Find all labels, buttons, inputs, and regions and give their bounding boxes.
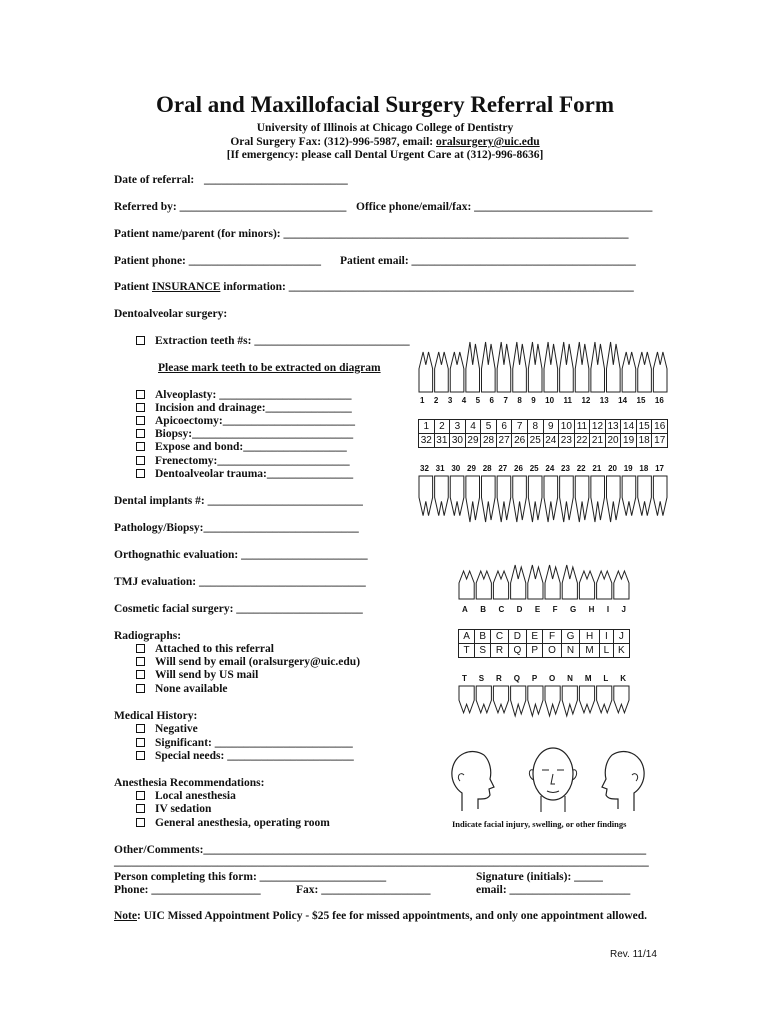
tooth-cell[interactable]: 1 xyxy=(419,420,435,434)
permanent-tooth-chart[interactable] xyxy=(418,419,668,448)
extraction-row[interactable] xyxy=(136,335,410,347)
signature-field[interactable]: Signature (initials): _____ xyxy=(476,871,603,883)
tooth-cell[interactable]: J xyxy=(613,630,629,644)
tooth-cell[interactable]: 18 xyxy=(636,434,652,448)
upper-tooth-row[interactable] xyxy=(419,420,668,434)
tooth-cell[interactable]: 11 xyxy=(574,420,590,434)
tooth-icon[interactable] xyxy=(482,342,496,392)
checkbox[interactable] xyxy=(136,657,145,666)
tooth-icon[interactable] xyxy=(560,342,574,392)
face-caption: Indicate facial injury, swelling, or other findings xyxy=(452,819,627,829)
option-label: IV sedation xyxy=(155,803,212,815)
tooth-cell[interactable]: 7 xyxy=(512,420,528,434)
tooth-label: N xyxy=(567,674,573,683)
checkbox[interactable] xyxy=(136,456,145,465)
tooth-label: 9 xyxy=(531,396,536,405)
tooth-label: F xyxy=(552,605,558,614)
tooth-cell[interactable]: T xyxy=(459,644,475,658)
tooth-label: 31 xyxy=(435,464,445,473)
tooth-cell[interactable]: D xyxy=(508,630,526,644)
tooth-cell[interactable]: 24 xyxy=(543,434,559,448)
tooth-icon[interactable] xyxy=(459,686,474,713)
tooth-cell[interactable]: 26 xyxy=(512,434,528,448)
tooth-cell[interactable]: E xyxy=(527,630,543,644)
tooth-cell[interactable]: 29 xyxy=(465,434,481,448)
tooth-label: 5 xyxy=(475,396,481,405)
patient-name-field[interactable]: Patient name/parent (for minors): ____________________________________________________________ xyxy=(114,228,629,240)
dento-item[interactable] xyxy=(136,415,355,427)
cosmetic-field[interactable]: Cosmetic facial surgery: ______________________ xyxy=(114,603,363,615)
date-of-referral-field[interactable]: _________________________ xyxy=(204,174,348,186)
tooth-label: P xyxy=(531,674,538,683)
upper-tooth-numbers xyxy=(420,396,664,405)
tooth-icon[interactable] xyxy=(528,686,543,716)
checkbox[interactable] xyxy=(136,670,145,679)
tooth-icon[interactable] xyxy=(638,476,652,516)
note-text: : UIC Missed Appointment Policy - $25 fee for missed appointments, and only one appointment allowed. xyxy=(137,910,647,922)
person-completing-field[interactable]: Person completing this form: ______________________ xyxy=(114,871,387,883)
option-label: Will send by US mail xyxy=(155,669,259,681)
dento-item[interactable] xyxy=(136,428,353,440)
tooth-cell[interactable]: 20 xyxy=(605,434,621,448)
tooth-icon[interactable] xyxy=(435,352,449,392)
tooth-cell[interactable]: N xyxy=(561,644,579,658)
tooth-label: 21 xyxy=(592,464,602,473)
tooth-icon[interactable] xyxy=(607,476,621,522)
tooth-label: 20 xyxy=(608,464,617,473)
radiograph-option[interactable] xyxy=(136,683,228,695)
checkbox[interactable] xyxy=(136,751,145,760)
dento-item-label: Expose and bond:__________________ xyxy=(155,441,347,453)
tooth-icon[interactable] xyxy=(560,476,574,522)
dento-item-label: Biopsy:____________________________ xyxy=(155,428,354,440)
orthognathic-field[interactable]: Orthognathic evaluation: ______________________ xyxy=(114,549,368,561)
tooth-icon[interactable] xyxy=(511,686,526,716)
tooth-cell[interactable]: 12 xyxy=(590,420,606,434)
tooth-label: K xyxy=(620,674,626,683)
tooth-icon[interactable] xyxy=(476,686,491,713)
radiographs-heading: Radiographs: xyxy=(114,630,182,642)
tooth-cell[interactable]: F xyxy=(543,630,561,644)
fax-line xyxy=(0,136,770,148)
tooth-icon[interactable] xyxy=(544,476,558,522)
face-left-profile-icon[interactable] xyxy=(444,745,502,815)
option-label: Will send by email (oralsurgery@uic.edu) xyxy=(155,656,361,668)
tooth-label: 24 xyxy=(545,464,555,473)
medical-option[interactable] xyxy=(136,750,354,762)
tooth-cell[interactable]: 23 xyxy=(559,434,575,448)
tooth-icon[interactable] xyxy=(591,476,605,522)
tooth-label: 10 xyxy=(545,396,555,405)
patient-email-field[interactable]: Patient email: _______________________________________ xyxy=(340,255,636,267)
radiograph-option[interactable] xyxy=(136,656,360,668)
tooth-label: 2 xyxy=(433,396,439,405)
tooth-label: O xyxy=(549,674,556,683)
tooth-label: 16 xyxy=(654,396,664,405)
tooth-label: C xyxy=(498,605,505,614)
tooth-icon[interactable] xyxy=(562,686,577,716)
tooth-label: I xyxy=(606,605,610,614)
tooth-icon[interactable] xyxy=(476,571,491,599)
radiograph-option[interactable] xyxy=(136,669,258,681)
tooth-icon[interactable] xyxy=(545,565,560,599)
tooth-icon[interactable] xyxy=(493,571,508,599)
tooth-label: 19 xyxy=(623,464,633,473)
dento-item-label: Frenectomy:_______________________ xyxy=(155,455,350,467)
phone-field[interactable]: Phone: ___________________ xyxy=(114,884,261,896)
fax-email-link[interactable]: oralsurgery@uic.edu xyxy=(436,136,540,148)
dental-implants-field[interactable]: Dental implants #: ___________________________ xyxy=(114,495,363,507)
tooth-cell[interactable]: O xyxy=(543,644,561,658)
tooth-label: 26 xyxy=(514,464,523,473)
tooth-cell[interactable]: 30 xyxy=(450,434,466,448)
tooth-label: 29 xyxy=(467,464,476,473)
tooth-label: E xyxy=(534,605,541,614)
tooth-icon[interactable] xyxy=(544,342,558,392)
insurance-field[interactable] xyxy=(114,281,634,293)
dento-item-label: Alveoplasty: _______________________ xyxy=(155,389,352,401)
tooth-label: 23 xyxy=(561,464,570,473)
tooth-icon[interactable] xyxy=(597,571,612,599)
checkbox[interactable] xyxy=(136,684,145,693)
tooth-cell[interactable]: G xyxy=(561,630,579,644)
checkbox[interactable] xyxy=(136,791,145,800)
anesthesia-option[interactable] xyxy=(136,817,330,829)
tooth-icon[interactable] xyxy=(482,476,496,522)
dento-item[interactable] xyxy=(136,468,353,480)
tooth-icon[interactable] xyxy=(528,476,542,522)
tooth-cell[interactable]: 16 xyxy=(652,420,668,434)
dento-item[interactable] xyxy=(136,441,347,453)
tooth-icon[interactable] xyxy=(638,352,652,392)
tooth-cell[interactable]: 17 xyxy=(652,434,668,448)
checkbox[interactable] xyxy=(136,644,145,653)
option-label: Attached to this referral xyxy=(155,643,274,655)
tooth-icon[interactable] xyxy=(493,686,508,713)
tooth-label: 28 xyxy=(482,464,492,473)
tooth-cell[interactable]: 4 xyxy=(465,420,481,434)
medical-option[interactable] xyxy=(136,723,198,735)
tooth-icon[interactable] xyxy=(622,352,636,392)
option-label: Significant: ________________________ xyxy=(155,737,353,749)
checkbox[interactable] xyxy=(136,336,145,345)
anesthesia-option[interactable] xyxy=(136,790,236,802)
dento-item-label: Apicoectomy:_______________________ xyxy=(155,415,355,427)
tooth-cell[interactable]: P xyxy=(527,644,543,658)
option-label: Local anesthesia xyxy=(155,790,236,802)
dento-item-label: Dentoalveolar trauma:_______________ xyxy=(155,468,354,480)
institution: University of Illinois at Chicago College of Dentistry xyxy=(256,122,514,134)
tooth-icon[interactable] xyxy=(466,342,480,392)
primary-upper-letters xyxy=(462,605,626,614)
lower-tooth-row[interactable] xyxy=(419,434,668,448)
tooth-icon[interactable] xyxy=(419,352,433,392)
tooth-cell[interactable]: 3 xyxy=(450,420,466,434)
tooth-label: 4 xyxy=(461,396,467,405)
checkbox[interactable] xyxy=(136,403,145,412)
tooth-cell[interactable]: L xyxy=(599,644,613,658)
tooth-label: 32 xyxy=(420,464,429,473)
primary-lower-teeth-illustration[interactable] xyxy=(458,684,630,720)
tooth-cell[interactable]: 13 xyxy=(605,420,621,434)
medical-history-heading: Medical History: xyxy=(114,710,198,722)
tooth-cell[interactable]: C xyxy=(491,630,508,644)
tooth-icon[interactable] xyxy=(653,476,667,516)
date-of-referral-label: Date of referral: xyxy=(114,174,195,186)
tooth-cell[interactable]: I xyxy=(599,630,613,644)
checkbox[interactable] xyxy=(136,442,145,451)
tooth-icon[interactable] xyxy=(653,352,667,392)
tooth-cell[interactable]: 8 xyxy=(527,420,543,434)
tooth-label: 3 xyxy=(447,396,453,405)
tooth-cell[interactable]: A xyxy=(459,630,475,644)
tooth-cell[interactable]: 9 xyxy=(543,420,559,434)
checkbox[interactable] xyxy=(136,429,145,438)
tooth-label: 18 xyxy=(639,464,649,473)
tooth-label: 22 xyxy=(576,464,586,473)
option-label: None available xyxy=(155,683,228,695)
tooth-cell[interactable]: 10 xyxy=(559,420,575,434)
dento-item[interactable] xyxy=(136,402,352,414)
tooth-label: 6 xyxy=(489,396,494,405)
primary-lower-letters xyxy=(462,674,626,683)
tooth-label: 12 xyxy=(581,396,591,405)
tooth-icon[interactable] xyxy=(513,342,527,392)
office-contact-field[interactable]: Office phone/email/fax: _______________________________ xyxy=(356,201,653,213)
tooth-cell[interactable]: 5 xyxy=(481,420,497,434)
tooth-label: J xyxy=(621,605,626,614)
tooth-label: 1 xyxy=(420,396,425,405)
extraction-label: Extraction teeth #s: ___________________________ xyxy=(155,335,410,347)
tooth-cell[interactable]: 6 xyxy=(496,420,512,434)
tooth-icon[interactable] xyxy=(497,476,511,522)
tooth-label: 7 xyxy=(503,396,508,405)
tooth-icon[interactable] xyxy=(614,686,629,713)
insurance-post: information: ____________________________________________________________ xyxy=(220,281,634,293)
tooth-label: L xyxy=(603,674,609,683)
tooth-icon[interactable] xyxy=(511,565,526,599)
tooth-icon[interactable] xyxy=(579,571,594,599)
fax-text: Oral Surgery Fax: (312)-996-5987, email: xyxy=(230,136,437,148)
patient-phone-field[interactable]: Patient phone: _______________________ xyxy=(114,255,321,267)
insurance-pre: Patient xyxy=(114,281,153,293)
comments-field[interactable]: Other/Comments:_____________________________________________________________________________ xyxy=(114,844,647,856)
checkbox[interactable] xyxy=(136,738,145,747)
revision-label: Rev. 11/14 xyxy=(610,949,657,960)
face-front-icon[interactable] xyxy=(522,740,584,814)
tooth-icon[interactable] xyxy=(450,476,464,516)
tooth-label: D xyxy=(516,605,523,614)
tooth-icon[interactable] xyxy=(579,686,594,713)
tooth-cell[interactable]: 15 xyxy=(636,420,652,434)
emergency-lead: [If emergency xyxy=(226,149,295,161)
option-label: Special needs: ______________________ xyxy=(155,750,354,762)
dento-item[interactable] xyxy=(136,455,350,467)
tooth-cell[interactable]: H xyxy=(580,630,600,644)
tooth-icon[interactable] xyxy=(614,571,629,599)
checkbox[interactable] xyxy=(136,804,145,813)
tooth-label: B xyxy=(480,605,486,614)
tooth-icon[interactable] xyxy=(591,342,605,392)
tooth-cell[interactable]: 19 xyxy=(621,434,637,448)
insurance-underlined: INSURANCE xyxy=(152,281,221,293)
tooth-label: 27 xyxy=(498,464,508,473)
tooth-icon[interactable] xyxy=(597,686,612,713)
tooth-cell[interactable]: M xyxy=(580,644,600,658)
tooth-icon[interactable] xyxy=(562,565,577,599)
lower-tooth-numbers xyxy=(420,464,664,473)
tooth-cell[interactable]: 2 xyxy=(434,420,450,434)
tooth-icon[interactable] xyxy=(575,342,589,392)
tooth-label: 8 xyxy=(517,396,522,405)
checkbox[interactable] xyxy=(136,469,145,478)
tooth-label: 15 xyxy=(636,396,646,405)
upper-teeth-illustration[interactable] xyxy=(418,338,668,394)
policy-note xyxy=(114,910,647,922)
dento-item-label: Incision and drainage:_______________ xyxy=(155,402,352,414)
tooth-cell[interactable]: 32 xyxy=(419,434,435,448)
tooth-cell[interactable]: R xyxy=(491,644,508,658)
primary-tooth-chart[interactable] xyxy=(458,629,630,658)
tooth-icon[interactable] xyxy=(450,352,464,392)
tooth-label: 30 xyxy=(451,464,461,473)
emergency-text: : please call Dental Urgent Care at (312)-996-8636] xyxy=(294,149,544,161)
emergency-line xyxy=(0,149,770,161)
tooth-label: A xyxy=(462,605,468,614)
tooth-label: 17 xyxy=(655,464,664,473)
comments-line-2[interactable]: _____________________________________________________________________________________________ xyxy=(114,856,649,868)
email-field[interactable]: email: _____________________ xyxy=(476,884,631,896)
checkbox[interactable] xyxy=(136,724,145,733)
dentoalveolar-heading: Dentoalveolar surgery: xyxy=(114,308,228,320)
tooth-cell[interactable]: B xyxy=(475,630,491,644)
tooth-label: T xyxy=(462,674,467,683)
primary-upper-row[interactable] xyxy=(459,630,630,644)
dento-item[interactable] xyxy=(136,389,351,401)
page-title: Oral and Maxillofacial Surgery Referral Form xyxy=(156,92,614,117)
tooth-label: Q xyxy=(513,674,520,683)
tooth-label: H xyxy=(588,605,595,614)
tooth-icon[interactable] xyxy=(528,565,543,599)
primary-upper-teeth-illustration[interactable] xyxy=(458,561,630,601)
tooth-icon[interactable] xyxy=(466,476,480,522)
tooth-icon[interactable] xyxy=(435,476,449,516)
checkbox[interactable] xyxy=(136,818,145,827)
tooth-label: 25 xyxy=(529,464,539,473)
tooth-cell[interactable]: 27 xyxy=(496,434,512,448)
tooth-label: G xyxy=(569,605,577,614)
tooth-cell[interactable]: 21 xyxy=(590,434,606,448)
face-right-profile-icon[interactable] xyxy=(594,745,652,815)
tmj-field[interactable]: TMJ evaluation: _____________________________ xyxy=(114,576,366,588)
tooth-label: R xyxy=(496,674,502,683)
fax-field[interactable]: Fax: ___________________ xyxy=(296,884,431,896)
tooth-icon[interactable] xyxy=(545,686,560,716)
option-label: General anesthesia, operating room xyxy=(155,817,330,829)
tooth-icon[interactable] xyxy=(607,342,621,392)
tooth-cell[interactable]: 31 xyxy=(434,434,450,448)
tooth-cell[interactable]: 22 xyxy=(574,434,590,448)
tooth-cell[interactable]: 25 xyxy=(527,434,543,448)
tooth-cell[interactable]: 14 xyxy=(621,420,637,434)
tooth-label: 11 xyxy=(563,396,572,405)
tooth-label: M xyxy=(584,674,592,683)
pathology-field[interactable]: Pathology/Biopsy:___________________________ xyxy=(114,522,359,534)
medical-option[interactable] xyxy=(136,737,353,749)
tooth-cell[interactable]: K xyxy=(613,644,629,658)
referred-by-field[interactable]: Referred by: _____________________________ xyxy=(114,201,347,213)
option-label: Negative xyxy=(155,723,198,735)
tooth-cell[interactable]: 28 xyxy=(481,434,497,448)
tooth-cell[interactable]: Q xyxy=(508,644,526,658)
tooth-label: 13 xyxy=(599,396,609,405)
tooth-icon[interactable] xyxy=(513,476,527,522)
tooth-icon[interactable] xyxy=(497,342,511,392)
tooth-icon[interactable] xyxy=(459,571,474,599)
tooth-icon[interactable] xyxy=(575,476,589,522)
radiograph-option[interactable] xyxy=(136,643,274,655)
anesthesia-heading: Anesthesia Recommendations: xyxy=(114,777,265,789)
checkbox[interactable] xyxy=(136,390,145,399)
tooth-label: S xyxy=(478,674,485,683)
lower-teeth-illustration[interactable] xyxy=(418,474,668,526)
tooth-icon[interactable] xyxy=(419,476,433,516)
tooth-label: 14 xyxy=(618,396,628,405)
note-label: Note xyxy=(114,910,137,922)
tooth-cell[interactable]: S xyxy=(475,644,491,658)
tooth-icon[interactable] xyxy=(622,476,636,516)
primary-lower-row[interactable] xyxy=(459,644,630,658)
anesthesia-option[interactable] xyxy=(136,803,211,815)
tooth-icon[interactable] xyxy=(528,342,542,392)
mark-teeth-note: Please mark teeth to be extracted on diagram xyxy=(158,362,381,374)
checkbox[interactable] xyxy=(136,416,145,425)
